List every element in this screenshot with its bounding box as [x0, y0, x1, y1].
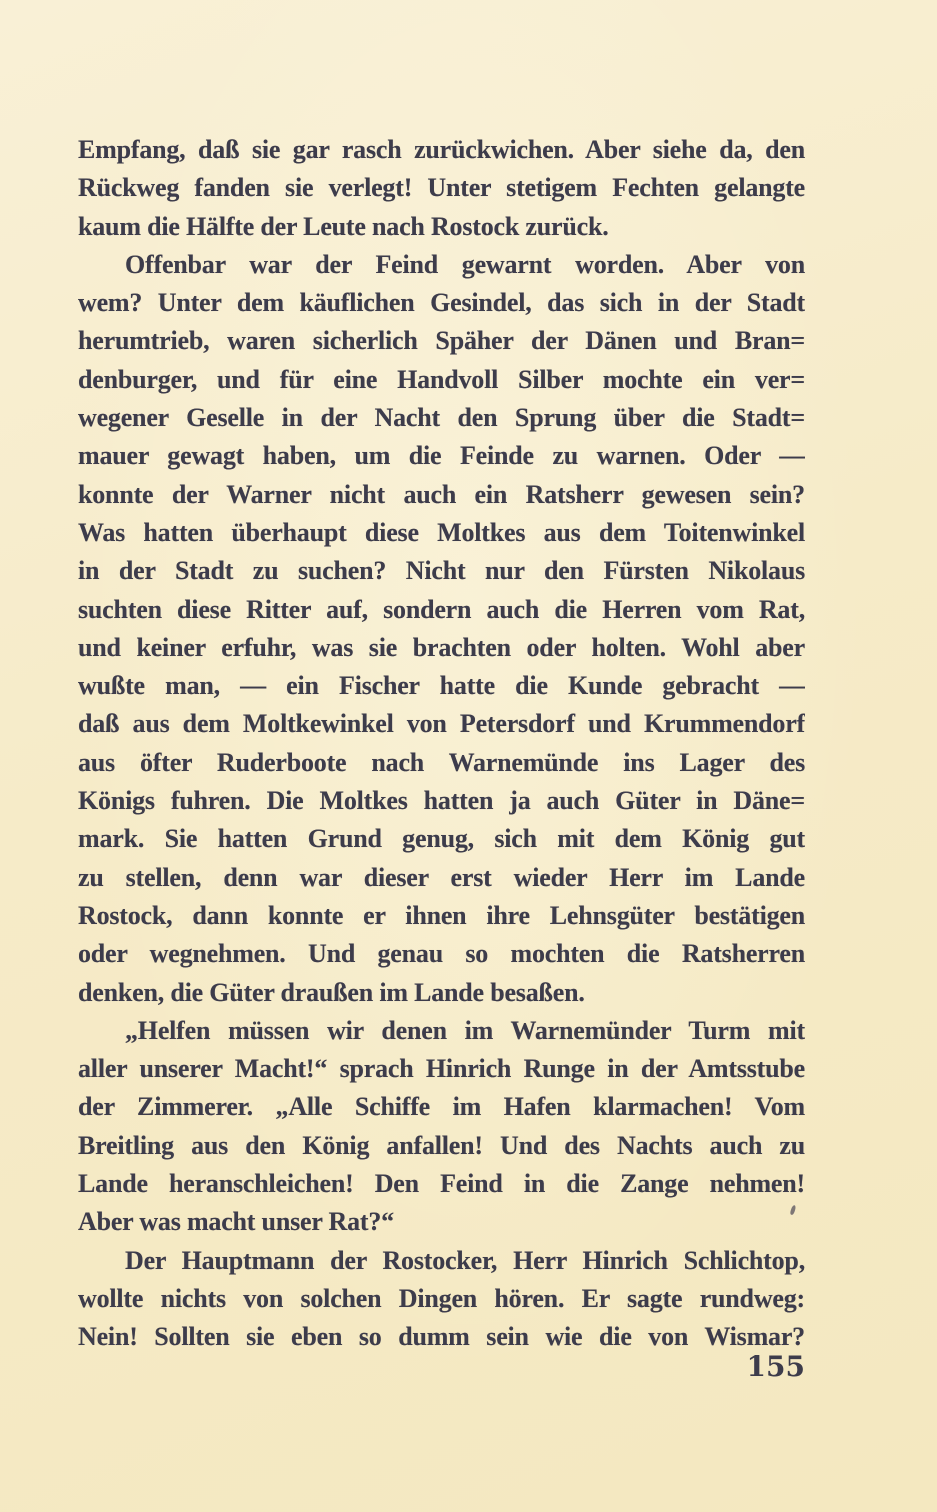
text-line: wegener Geselle in der Nacht den Sprung über die Stadt=: [78, 403, 805, 433]
text-line: Was hatten überhaupt diese Moltkes aus dem Toitenwinkel: [78, 517, 805, 547]
text-line: Empfang, daß sie gar rasch zurückwichen. Aber siehe da, den: [78, 135, 805, 164]
text-line: der Zimmerer. „Alle Schiffe im Hafen klarmachen! Vom: [78, 1092, 805, 1122]
text-line: aus öfter Ruderboote nach Warnemünde ins Lager des: [78, 747, 805, 777]
text-line: oder wegnehmen. Und genau so mochten die Ratsherren: [78, 939, 805, 969]
page-text-block: [78, 131, 805, 1357]
text-line: Rostock, dann konnte er ihnen ihre Lehnsgüter bestätigen: [78, 900, 805, 930]
text-line: daß aus dem Moltkewinkel von Petersdorf und Krummendorf: [78, 709, 805, 739]
text-line: in der Stadt zu suchen? Nicht nur den Fürsten Nikolaus: [78, 556, 805, 586]
text-line: und keiner erfuhr, was sie brachten oder holten. Wohl aber: [78, 632, 805, 662]
text-line: zu stellen, denn war dieser erst wieder Herr im Lande: [78, 862, 805, 892]
text-line: Lande heranschleichen! Den Feind in die Zange nehmen!: [78, 1169, 805, 1199]
text-line: Der Hauptmann der Rostocker, Herr Hinrich Schlichtop,: [125, 1245, 805, 1275]
text-line: kaum die Hälfte der Leute nach Rostock zurück.: [78, 211, 609, 241]
text-line: Rückweg fanden sie verlegt! Unter stetigem Fechten gelangte: [78, 173, 805, 203]
text-line: konnte der Warner nicht auch ein Ratsherr gewesen sein?: [78, 479, 805, 509]
text-line: herumtrieb, waren sicherlich Späher der Dänen und Bran=: [78, 326, 805, 356]
text-line: suchten diese Ritter auf, sondern auch die Herren vom Rat,: [78, 594, 805, 624]
text-line: wußte man, — ein Fischer hatte die Kunde gebracht —: [78, 671, 805, 701]
text-line: denburger, und für eine Handvoll Silber mochte ein ver=: [78, 364, 805, 394]
text-line: wollte nichts von solchen Dingen hören. Er sagte rundweg:: [78, 1283, 805, 1313]
text-line: mark. Sie hatten Grund genug, sich mit dem König gut: [78, 824, 805, 854]
text-line: „Helfen müssen wir denen im Warnemünder Turm mit: [125, 1015, 805, 1045]
page-number: 155: [746, 1350, 805, 1383]
text-line: aller unserer Macht!“ sprach Hinrich Runge in der Amtsstube: [78, 1054, 805, 1084]
text-line: mauer gewagt haben, um die Feinde zu warnen. Oder —: [78, 441, 805, 471]
text-line: Nein! Sollten sie eben so dumm sein wie die von Wismar?: [78, 1322, 805, 1352]
text-line: Breitling aus den König anfallen! Und des Nachts auch zu: [78, 1130, 805, 1160]
text-line: Offenbar war der Feind gewarnt worden. Aber von: [125, 249, 805, 279]
text-line: wem? Unter dem käuflichen Gesindel, das sich in der Stadt: [78, 288, 805, 318]
text-line: denken, die Güter draußen im Lande besaßen.: [78, 977, 585, 1007]
text-line: Königs fuhren. Die Moltkes hatten ja auch Güter in Däne=: [78, 786, 805, 816]
text-line: Aber was macht unser Rat?“: [78, 1207, 394, 1237]
